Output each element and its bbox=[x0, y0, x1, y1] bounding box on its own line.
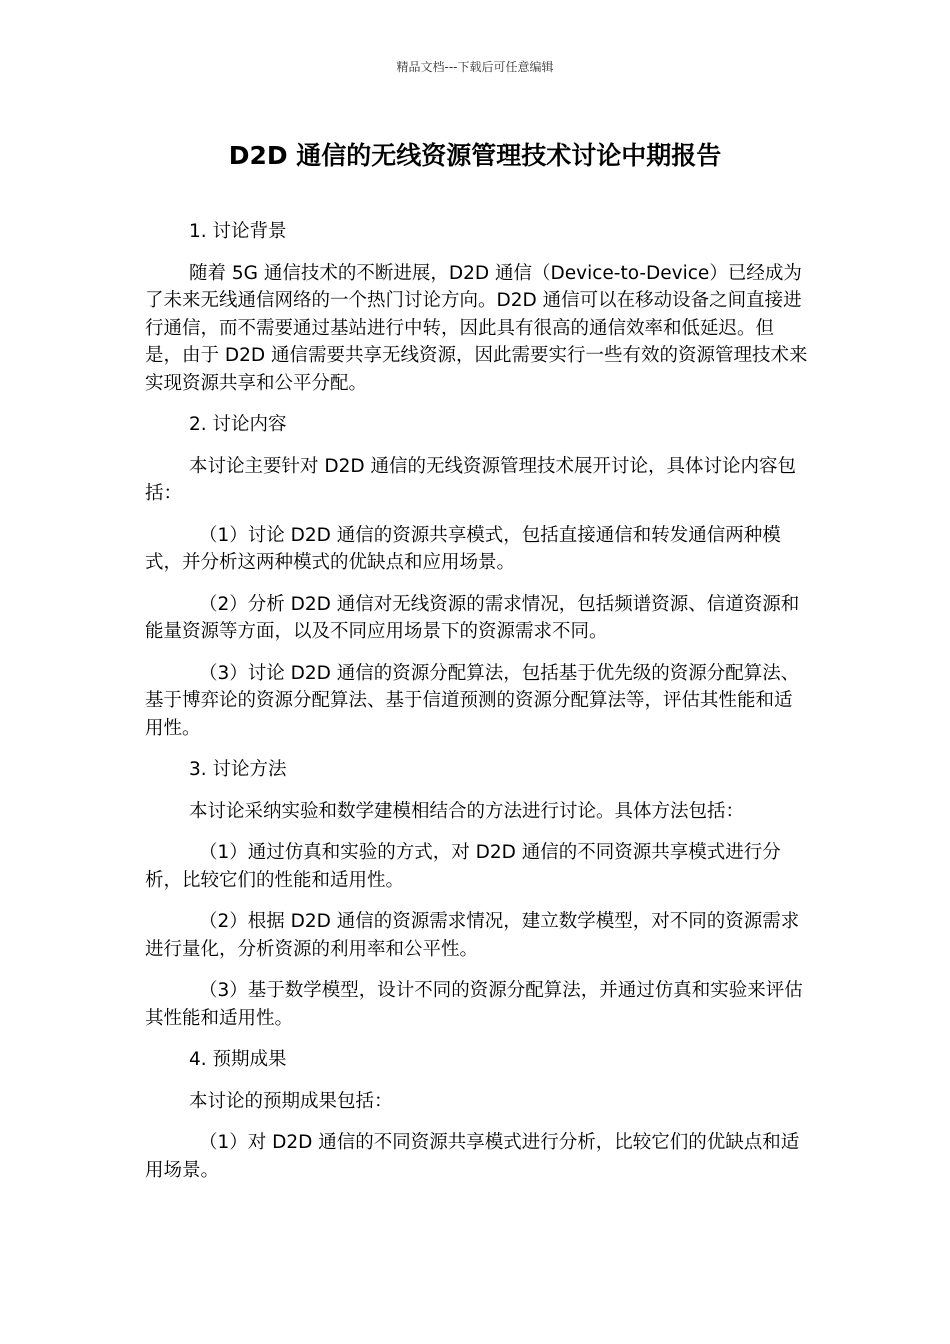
document-title: D2D 通信的无线资源管理技术讨论中期报告 bbox=[228, 141, 722, 170]
content-intro-paragraph: 本讨论主要针对 D2D 通信的无线资源管理技术展开讨论，具体讨论内容包括： bbox=[145, 455, 797, 504]
method-intro-paragraph: 本讨论采纳实验和数学建模相结合的方法进行讨论。具体方法包括： bbox=[189, 800, 745, 822]
content-list-item: （3）讨论 D2D 通信的资源分配算法，包括基于优先级的资源分配算法、基于博弈论的资源分配算法、基于信道预测的资源分配算法等，评估其性能和适用性。 bbox=[145, 662, 800, 739]
method-list-item: （3）基于数学模型，设计不同的资源分配算法，并通过仿真和实验来评估其性能和适用性。 bbox=[145, 980, 803, 1029]
results-intro-paragraph: 本讨论的预期成果包括： bbox=[189, 1090, 393, 1112]
content-list-item: （2）分析 D2D 通信对无线资源的需求情况，包括频谱资源、信道资源和能量资源等方面，以及不同应用场景下的资源需求不同。 bbox=[145, 593, 800, 642]
section-heading-content: 2. 讨论内容 bbox=[189, 414, 287, 435]
method-list-item: （1）通过仿真和实验的方式，对 D2D 通信的不同资源共享模式进行分析，比较它们的性能和适用性。 bbox=[145, 842, 781, 891]
background-paragraph: 随着 5G 通信技术的不断进展，D2D 通信（Device-to-Device）已经成为了未来无线通信网络的一个热门讨论方向。D2D 通信可以在移动设备之间直接进行通信，而不需要通过基站进行中转，因此具有很高的通信效率和低延迟。但是，由于 D2D 通信需要共享无线资源，因此需要实行一些有效的资源管理技术来实现资源共享和公平分配。 bbox=[145, 262, 808, 394]
section-heading-background: 1. 讨论背景 bbox=[189, 221, 287, 242]
method-list-item: （2）根据 D2D 通信的资源需求情况，建立数学模型，对不同的资源需求进行量化，分析资源的利用率和公平性。 bbox=[145, 911, 800, 960]
section-heading-method: 3. 讨论方法 bbox=[189, 759, 287, 780]
content-list-item: （1）讨论 D2D 通信的资源共享模式，包括直接通信和转发通信两种模式，并分析这两种模式的优缺点和应用场景。 bbox=[145, 524, 781, 573]
results-list-item: （1）对 D2D 通信的不同资源共享模式进行分析，比较它们的优缺点和适用场景。 bbox=[145, 1132, 800, 1181]
page-header: 精品文档---下载后可任意编辑 bbox=[396, 60, 554, 74]
section-heading-results: 4. 预期成果 bbox=[189, 1049, 287, 1070]
document-body bbox=[145, 218, 810, 1198]
